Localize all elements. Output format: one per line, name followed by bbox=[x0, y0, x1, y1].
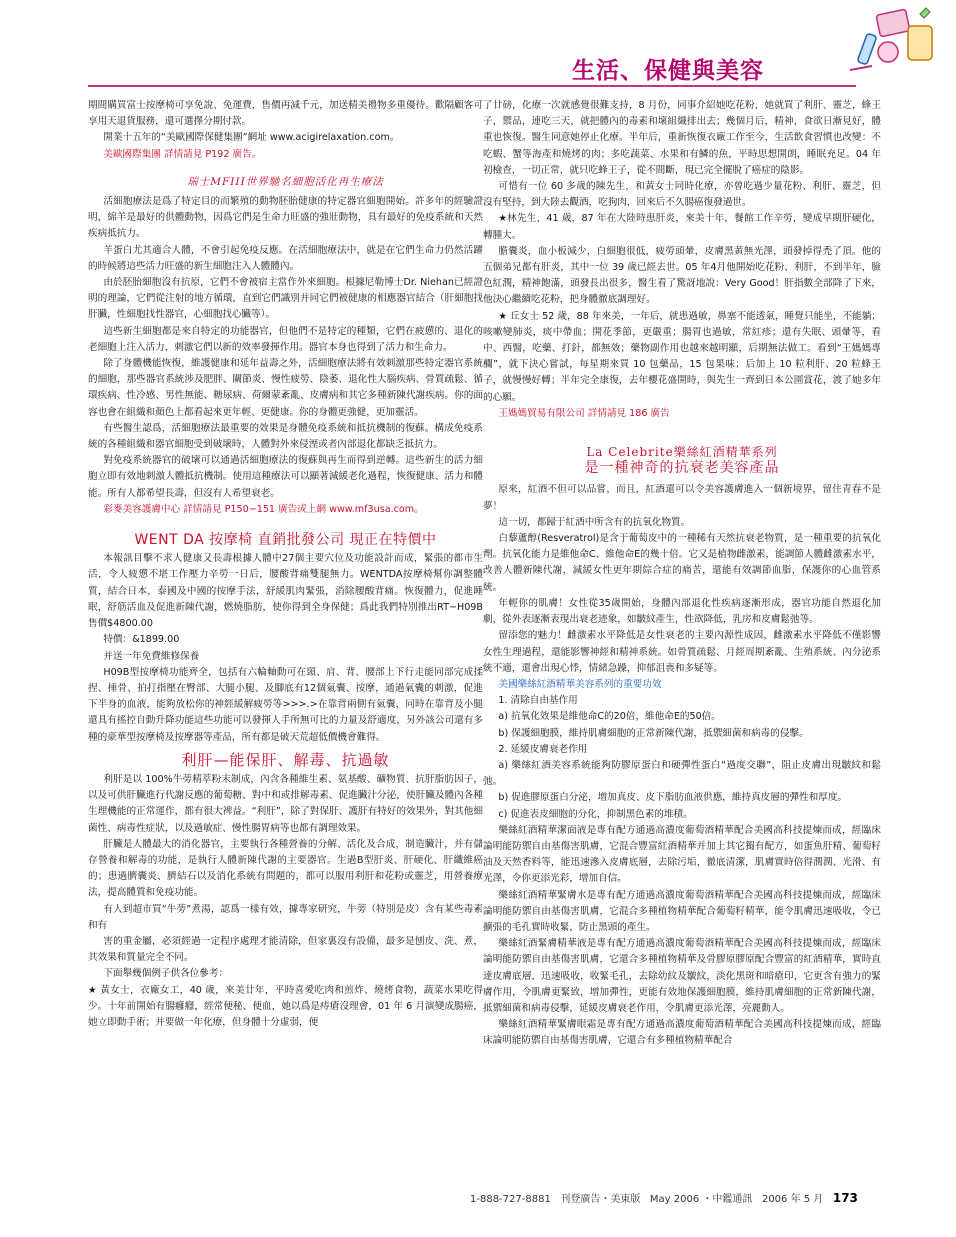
swiss-paragraph-1: 活細胞療法是爲了特定目的而繁殖的動物胚胎健康的特定器官細胞開始。許多年的經驗證明，綿羊是最好的供體動物，因爲它們是生命力旺盛的強壯動物，具有最好的免疫系統和天然疾病抵抗力。 bbox=[88, 196, 483, 240]
testimony-qiu: ★ 丘女士 52 歲，88 年來美，一年后，就患過敏，鼻塞不能透氣，睡覺只能坐，不能躺；咳嗽變肺炎，痰中帶血；開花季節，更嚴重；腸胃也過敏，常紅疹；還有失眠、頭暈等，看中、西醫，吃藥、打針，都無效；藥物副作用也越來越明顯，后期無法做工。看到“王媽媽專欄”，就下決心嘗試，每星期來買 10 包藥品，15 包果味；后加上 10 粒利肝、20 粒蜂王子，就慢慢好轉；半年完全康復，去年櫻花盛開時，與先生一齊到日本公園賞花，渡了她多年的心願。 bbox=[483, 310, 881, 403]
testimony-lin: ★林先生，41 歲，87 年在大陸時患肝炎，來美十年，餐館工作辛勞，變成早期肝硬化，轉腫大。 bbox=[483, 213, 881, 241]
wine-list-item: 2. 延緩皮膚衰老作用 bbox=[498, 743, 588, 755]
swiss-ad-reference: 彩麥美容護膚中心 詳情請見 P150−151 廣告或上網 www.mf3usa.com。 bbox=[103, 503, 424, 515]
page-footer bbox=[470, 1190, 858, 1205]
wine-paragraph-9: 樂絲紅酒精華緊膚眼霜是專有配方通過高濃度葡萄酒精華配合美國高科技提煉而成，經臨床論明能防禦自由基傷害肌膚，它還合有多種植物精華配合 bbox=[483, 1019, 881, 1047]
wine-paragraph-2: 這一切，都歸于紅酒中所含有的抗氧化物質。 bbox=[498, 516, 691, 528]
swiss-paragraph-3: 由於胚胎細胞沒有抗原，它們不會被宿主當作外來細胞。根據尼勒博士Dr. Niehan已經證明的理論，它們從注射的地方循環，直到它們識別并同它們被健康的相應器官結合（肝細胞找肝臟，性細胞找性器官，心細胞找心臟等）。 bbox=[88, 277, 483, 321]
wine-paragraph-1: 原來，紅酒不但可以品嘗，而且，紅酒還可以令美容護膚進入一個新境界，留住青春不是夢！ bbox=[483, 484, 881, 512]
went-paragraph-1: 本報訊目擊不求人健康又長壽根據人體中27個主要穴位及功能設計而成，緊張的都市生活，令人疲憊不堪工作壓力辛勞一日后，腰酸背痛雙腿無力。WENTDA按摩椅幫你調整體質，結合日本，泰國及中國的按摩手法，舒緩肌肉緊張，消除腰酸背痛。恢復體力，促進睡眠，舒筋活血及促進新陳代謝，燃燒脂肪，使你得到全身保健；爲此我們特別推出RT−H09B 售價$4800.00 bbox=[88, 553, 483, 630]
liver-paragraph-4: 害的重金屬，必須經過一定程序處理才能清除，但家裏沒有設備，最多是刨皮、洗、煮，其效果和質量完全不同。 bbox=[88, 935, 483, 964]
swiss-paragraph-5: 除了身體機能恢復，維護健康和延年益壽之外，活細胞療法將有效刺激那些特定器官系統的細胞，那些器官系統涉及肥胖、關節炎、慢性疲勞、陰萎、退化性大腦疾病、骨質疏鬆、循環疾病、性冷感、男性無能、糖尿病、荷爾蒙紊亂、皮膚病和其它多種新陳代謝疾病。你的面容也會在組織和顏色上都看起來更年輕、更健康。你的身體更強健，更加靈活。 bbox=[88, 358, 483, 418]
right-column bbox=[483, 98, 881, 1050]
went-paragraph-2: H09B型按摩椅功能齊全，包括有六輪軸動可在頸、肩、背、腰部上下行走能同部完成揉捏、捶骨、拍打指壓在臀部、大腿小腿、及腳底有12個氣囊、按摩，通過氣囊的刺激，促進下半身的血液，能夠放松你的神經緩解疲勞等>>>.>在靠背兩側有氣囊，同時在靠背及小腿還具有搖控自動升降功能這些功能可以發揮人手所無可比的力量及舒適度，另外該公司還有多種的豪華型按摩椅及按摩器等產品，所有都是破天荒超低價機會難得。 bbox=[88, 666, 483, 743]
wine-paragraph-4: 年輕你的肌膚！女性從35歲開始，身體內部退化性疾病逐漸形成，器官功能自然退化加劇，從外表逐漸表現出衰老迹象，如皺紋產生，性欲降低，乳房和皮膚鬆弛等。 bbox=[483, 597, 881, 626]
page-number: 173 bbox=[832, 1191, 858, 1205]
cosmetics-illustration-icon bbox=[780, 4, 940, 94]
footer-publication: 刊登廣告・美東版 bbox=[560, 1194, 641, 1205]
swiss-paragraph-2: 羊蛋白尤其適合人體，不會引起免疫反應。在活細胞療法中，就是在它們生命力仍然活躍的時候將這些活力旺盛的新生細胞注入人體體內。 bbox=[88, 244, 483, 272]
wine-list-item: a) 樂絲紅酒美容系統能夠防膠原蛋白和硬彈性蛋白“過度交聯”，阻止皮膚出現皺紋和鬆弛。 bbox=[483, 759, 881, 788]
liver-paragraph-2: 肝臟是人體最大的消化器官，主要執行各種營養的分解、活化及合成，制造臟汁，并有儲存營養和解毒的功能，是執行人體新陳代謝的主要器官。生過B型肝炎、肝硬化、肝纖維癌的；患過臍囊炎、臍結石以及消化系統有問題的，都可以服用利肝和花粉或靈芝，用營養療法，提高體質和免疫功能。 bbox=[88, 838, 483, 899]
wine-article-subtitle: 是一種神奇的抗衰老美容產品 bbox=[584, 460, 780, 477]
swiss-article-title: 瑞士MFIII世界馳名細胞活化再生療法 bbox=[187, 175, 384, 188]
wine-paragraph-7: 樂絲紅酒精華緊膚水是專有配方通過高濃度葡萄酒精華配合美國高科技提煉而成，經臨床論明能防禦自由基傷害肌膚，它混合多種植物精華配合葡萄籽精華，能令肌膚迅速吸收，令已擴張的毛孔實時收緊，防止黑頭的產生。 bbox=[483, 889, 881, 933]
swiss-paragraph-7: 對免疫系統器官的破壞可以通過活細胞療法的復蘇與再生而得到逆轉。這些新生的活力細胞立即有效地刺激人體抵抗機制。使用這種療法可以顯著減緩老化過程，恢復健康、活力和體能。所有人都希望長壽，但沒有人希望衰老。 bbox=[88, 455, 483, 499]
liver-paragraph-3: 有人到超市買“牛蒡”煮湯，認爲一樣有效，據專家研究，牛蒡（特別是皮）含有某些毒素和有 bbox=[88, 903, 483, 931]
wine-benefits-heading: 美國樂絲紅酒精華美容系列的重要功效 bbox=[498, 678, 662, 690]
wine-paragraph-5: 留添您的魅力！雌激素水平降低是女性衰老的主要內源性成因，雌激素水平降低不僅影響女性生理過程，還能影響神經和精神系統。如骨質疏鬆、月經周期紊亂、生殖系統、內分泌系統不適，還會出現心悸，情緒急躁，抑郁沮喪和多疑等。 bbox=[483, 630, 881, 674]
header-rule bbox=[88, 85, 856, 87]
wine-paragraph-6: 樂絲紅酒精華潔面液是專有配方通過高濃度葡萄酒精華配合美國高科技提煉而成，經臨床論明能防禦自由基傷害肌膚，它混合豐富紅酒精華并加上其它獨有配方，如蛋魚肝精、葡萄籽油及天然香料等，能迅速滲入皮膚底層，去除污垢，徹底清潔，肌膚實時倍得潤潤、光滑、有光澤，令你更添光彩，增加自信。 bbox=[483, 824, 881, 885]
liver-article-title: 利肝—能保肝、解毒、抗過敏 bbox=[181, 750, 390, 769]
went-gift-line: 并送一年免費維修保養 bbox=[103, 650, 200, 662]
liver-paragraph-6: ★ 黃女士，衣廠女工，40 歲，來美廿年，平時喜愛吃肉和煎炸、燒烤食物，蔬菜水果吃得少。十年前開始有腸癰癮，經常便秘、便血，她以爲是痔瘡沒理會，01 年 6 月演變成腸癌，她立即動手術；并要做一年化療，但身體十分虛弱，便 bbox=[88, 984, 483, 1028]
wang-ad-reference: 王媽媽貿易有限公司 詳情請見 186 廣告 bbox=[498, 407, 670, 419]
section-title: 生活、保健與美容 bbox=[572, 58, 764, 84]
intro-website-line: 開業十五年的“美歐國際保健集團”網址 www.acigirelaxation.com。 bbox=[103, 132, 400, 144]
left-column bbox=[88, 98, 483, 1031]
wine-article-title: La Celebrite樂絲紅酒精華系列 bbox=[586, 445, 778, 460]
swiss-paragraph-4: 這些新生細胞都是來自特定的功能器官，但他們不是特定的種類，它們在疲憊的、退化的老細胞上注入活力，刺激它們以新的效率發揮作用。器官本身也得到了活力和生命力。 bbox=[88, 325, 483, 353]
went-special-price: 特價：&1899.00 bbox=[103, 634, 180, 646]
swiss-paragraph-6: 有些醫生認爲，活細胞療法最重要的效果是身體免疫系統和抵抗機制的復蘇。構成免疫系統的各種組織和器官細胞受到破壞時，人體對外來侵溼或者內部退化都缺乏抵抗力。 bbox=[88, 422, 483, 451]
footer-phone: 1-888-727-8881 bbox=[470, 1194, 551, 1205]
wine-list-item: b) 保護細胞膜，維持肌膚細胞的正常新陳代謝，抵禦細菌和病毒的侵擊。 bbox=[498, 727, 809, 739]
testimony-chen: 可惜有一位 60 多歲的陳先生，和黃女士同時化療，亦曾吃過少量花粉、利肝、靈芝，但沒有堅持，到大陸去觀酒，吃狗肉，回來后不久腸癌復發過世。 bbox=[483, 181, 881, 209]
testimony-continued: 了廿磅，化療一次就感覺很難支持，8 月份，同事介紹她吃花粉，她就買了利肝、靈芝，蜂王子，禦品，連吃三天，就把體內的毒素和壞組織排出去；幾個月后，精神，食欲日漸見好，體重也恢復。醫生同意她停止化療。半年后，重新恢復衣廠工作至今，生活飲食習慣也改變：不吃蝦、蟹等海產和燒烤的肉；多吃蔬菜、水果和有鱗的魚，平時思想開朗，睡眠充足。04 年初檢查，一切正常，就只吃蜂王子，從不間斷，現已完全擺脫了癌症的陰影。 bbox=[483, 100, 881, 176]
liver-paragraph-1: 利肝是以 100%牛蒡精萃粉末制成，內含各種維生素、氨基酸、礦物質、抗肝脂肪因子，以及可供肝臟進行代謝反應的葡萄糖、對中和或排解毒素、促進臟汁分泌，使肝臟及體內各種生理機能的正常運作，都有很大裨益。“利肝”，除了對保肝、護肝有特好的效果外，對其他細菌性、病毒性症狀，以及過敏症、慢性腸胃病等也都有調理效果。 bbox=[88, 773, 483, 834]
liver-paragraph-5: 下面舉幾個例子供各位參考： bbox=[103, 968, 229, 980]
wine-list-item: a) 抗氧化效果是維他命C的20倍，維他命E的50倍。 bbox=[498, 711, 721, 723]
wine-paragraph-8: 樂絲紅酒緊膚精華液是專有配方通過高濃度葡萄酒精華配合美國高科技提煉而成，經臨床論明能防禦自由基傷害肌膚，它還合多種植物精華及骨膠原膠原配合豐富的紅酒精華，實時直達皮膚底層，迅速吸收，收緊毛孔，去除幼紋及皺紋，淡化黑斑和暗瘡印，它更含有強力的緊膚作用，令肌膚更緊致，增加彈性，更能有效地保護細胞膜，維持肌膚細胞的正常新陳代謝，抵禦細菌和病毒侵擊，延緩皮膚衰老作用，令肌膚更添光澤，亮麗動人。 bbox=[483, 938, 881, 1014]
wine-paragraph-3: 白藜蘆醇(Resveratrol)是含于葡萄皮中的一種稀有天然抗衰老物質，是一種重要的抗氧化劑。抗氧化能力是維他命C、維他命E的幾十倍。它又是植物雌激素，能調節人體雌激素水平，改善人體新陳代謝，減緩女性更年期綜合症的痛苦，還能有效調節血脂，保護你的心血管系統。 bbox=[483, 533, 881, 593]
footer-publication-2: ・中鑑通訊 bbox=[702, 1194, 753, 1205]
wine-list-item: b) 促進膠原蛋白分泌，增加真皮、皮下脂肪血液供應，維持真皮層的彈性和厚度。 bbox=[498, 792, 848, 804]
went-article-title: WENT DA 按摩椅 直銷批發公司 現正在特價中 bbox=[134, 532, 437, 549]
footer-month-zh: 2006 年 5 月 bbox=[761, 1194, 824, 1205]
intro-paragraph: 期間購買富士按摩椅可享免說、免運費，售價再減千元，加送精美禮物多重優待。歡隔顧客可享用天退貨服務，還可選擇分期付款。 bbox=[88, 100, 483, 128]
wine-list-item: 1. 清除自由基作用 bbox=[498, 695, 578, 707]
footer-month-en: May 2006 bbox=[649, 1194, 700, 1205]
intro-ad-reference: 美歐國際集團 詳情請見 P192 廣告。 bbox=[103, 148, 262, 160]
wine-list-item: c) 促進表皮細胞的分化，抑制黑色素的堆積。 bbox=[498, 808, 693, 820]
testimony-lin-cont: 膽囊炎，血小板減少，白細胞很低，疲勞頭暈，皮膚黑黃無光澤，頭發掉得禿了頂。他的五個弟兄都有肝炎，其中一位 39 歲已經去世。05 年4月他開始吃花粉、利肝，不到半年，臉色紅潤，精神飽滿，頭發長出很多，醫生看了驚訝地說：Very Good！肝指數全部降了下來，他決心繼續吃花粉，把身體徹底調理好。 bbox=[483, 245, 881, 306]
